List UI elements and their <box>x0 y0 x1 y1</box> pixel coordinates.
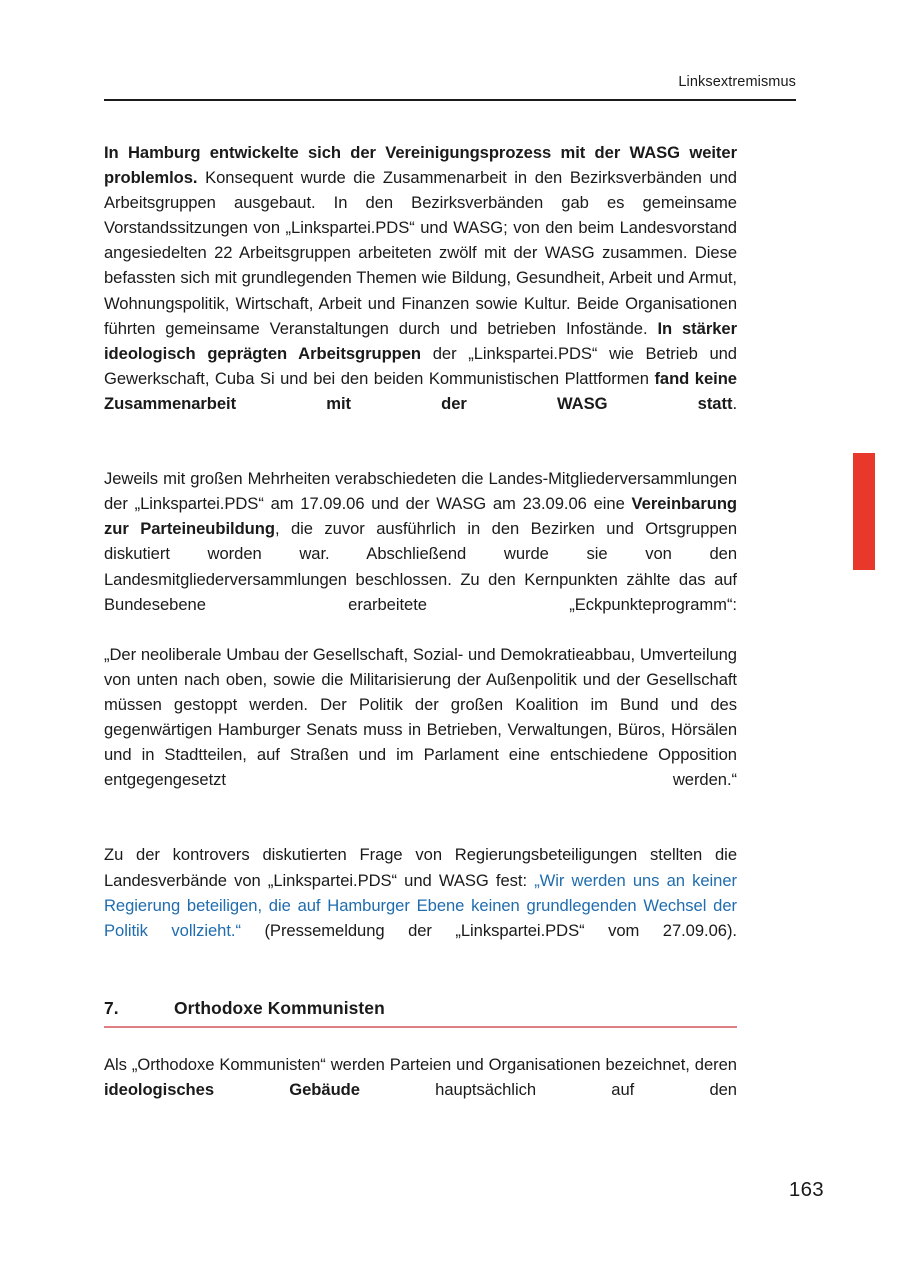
text-run: , die zuvor ausführlich in den Bezirken und Ortsgruppen diskutiert worden war. Abschließend wurde sie von den Landesmitgliederversammlungen beschlossen. Zu den Kernpunkten zählte das auf Bundesebene erarbeitete „Eckpunkteprogramm“: <box>104 519 737 614</box>
paragraph-orthodoxe-kommunisten-definition <box>104 1052 737 1127</box>
section-heading-block <box>104 998 737 1028</box>
bold-run-vereinbarung: Vereinbarung zur Parteineubildung <box>104 494 737 539</box>
text-run: . <box>732 393 737 413</box>
text-run: Konsequent wurde die Zusammenarbeit in den Bezirksverbänden und Arbeitsgruppen ausgebaut. In den Bezirksverbänden gab es gemeinsame Vorstandssitzungen von „Linkspartei.PDS“ und WASG; von den beim Landesvorstand angesiedelten 22 Arbeitsgruppen arbeiteten zwölf mit der WASG zusammen. Diese befassten sich mit grundlegenden Themen wie Bildung, Gesundheit, Arbeit und Armut, Wohnungspolitik, Wirtschaft, Arbeit und Finanzen sowie Kultur. Beide Organisationen führten gemeinsame Veranstaltungen durch und betrieben Infostände. <box>104 168 737 338</box>
page-number-folio: 163 <box>788 1178 824 1201</box>
section-number: 7. <box>104 997 119 1018</box>
text-run: der „Linkspartei.PDS“ wie Betrieb und Gewerkschaft, Cuba Si und bei den beiden Kommunistischen Plattformen <box>104 343 737 388</box>
paragraph-hamburg-vereinigungsprozess <box>104 140 737 441</box>
text-run: Jeweils mit großen Mehrheiten verabschiedeten die Landes-Mitgliederversammlungen der „Linkspartei.PDS“ am 17.09.06 und der WASG am 23.09.06 eine <box>104 469 737 514</box>
body-text-column <box>104 140 737 1127</box>
text-run: Als „Orthodoxe Kommunisten“ werden Parteien und Organisationen bezeichnet, deren <box>104 1054 737 1074</box>
text-run: hauptsächlich auf den <box>359 1079 737 1099</box>
section-heading <box>104 998 737 1026</box>
blockquote-eckpunkteprogramm: „Der neoliberale Umbau der Gesellschaft, Sozial- und Demokratieabbau, Umverteilung von unten nach oben, sowie die Militarisierung der Außenpolitik und der Gesellschaft müssen gestoppt werden. Der Politik der großen Koalition im Bund und des gegenwärtigen Hamburger Senats muss in Betrieben, Verwaltungen, Büros, Hörsälen und in Stadtteilen, auf Straßen und im Parlament eine entschiedene Opposition entgegengesetzt werden.“ <box>104 644 737 790</box>
section-title: Orthodoxe Kommunisten <box>174 997 385 1018</box>
bold-run-keine-zusammenarbeit: fand keine Zusammenarbeit mit der WASG statt <box>104 368 737 413</box>
inline-quote-keine-regierung: „Wir werden uns an keiner Regierung beteiligen, die auf Hamburger Ebene keinen grundlegenden Wechsel der Politik vollzieht.“ <box>104 870 737 940</box>
header-rule <box>104 99 796 101</box>
lead-in-bold-run: In Hamburg entwickelte sich der Vereinigungsprozess mit der WASG weiter problemlos. <box>104 143 737 188</box>
section-heading-rule <box>104 1026 737 1028</box>
bold-run-arbeitsgruppen: In stärker ideologisch geprägten Arbeitsgruppen <box>104 318 737 363</box>
chapter-side-tab-marker <box>853 453 875 570</box>
text-run: (Pressemeldung der „Linkspartei.PDS“ vom 27.09.06). <box>240 920 737 940</box>
paragraph-landesmitgliederversammlungen <box>104 466 737 642</box>
text-run: Zu der kontrovers diskutierten Frage von Regierungsbeteiligungen stellten die Landesverbände von „Linkspartei.PDS“ und WASG fest: <box>104 845 737 890</box>
paragraph-regierungsbeteiligungen <box>104 842 737 967</box>
running-header-chapter-title: Linksextremismus <box>678 74 796 90</box>
bold-run-ideologisches-gebaeude: ideologisches Gebäude <box>104 1079 360 1099</box>
